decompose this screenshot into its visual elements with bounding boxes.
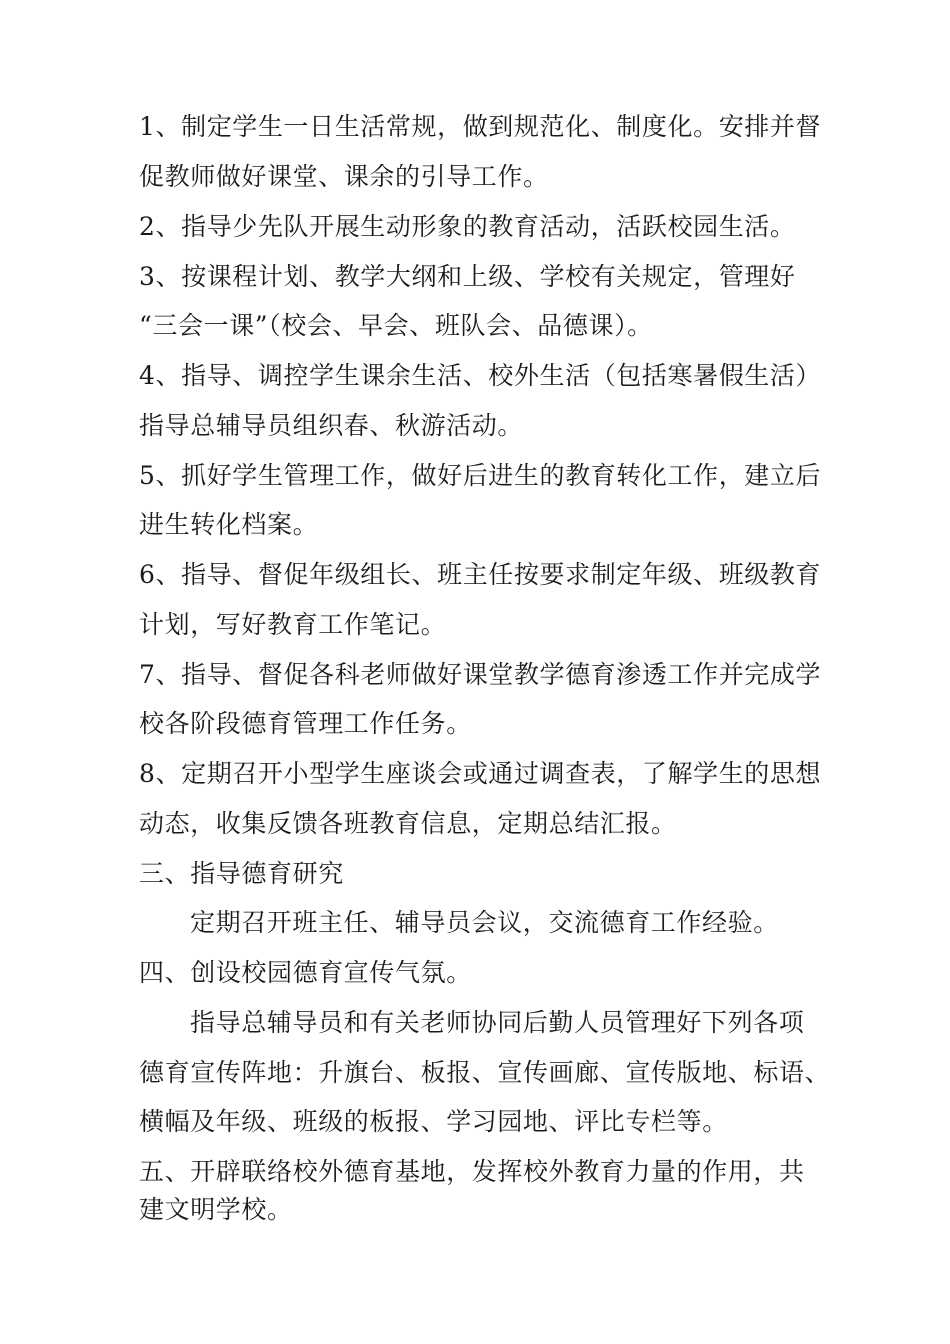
text-line: 6、指导、督促年级组长、班主任按要求制定年级、班级教育 [139, 560, 822, 589]
section-heading: 三、指导德育研究 [139, 859, 344, 888]
text-line: “三会一课”（校会、早会、班队会、品德课）。 [139, 311, 653, 340]
text-line: 2、指导少先队开展生动形象的教育活动，活跃校园生活。 [139, 212, 796, 241]
text-line: 定期召开班主任、辅导员会议，交流德育工作经验。 [190, 908, 779, 937]
section-heading: 五、开辟联络校外德育基地，发挥校外教育力量的作用，共 [139, 1157, 805, 1186]
text-line: 5、抓好学生管理工作，做好后进生的教育转化工作，建立后 [139, 461, 822, 490]
text-line: 3、按课程计划、教学大纲和上级、学校有关规定，管理好 [139, 262, 796, 291]
text-line: 进生转化档案。 [139, 510, 319, 539]
text-line: 德育宣传阵地：升旗台、板报、宣传画廊、宣传版地、标语、 [139, 1058, 831, 1087]
text-line: 横幅及年级、班级的板报、学习园地、评比专栏等。 [139, 1107, 728, 1136]
text-line: 指导总辅导员组织春、秋游活动。 [139, 411, 524, 440]
text-line: 校各阶段德育管理工作任务。 [139, 709, 472, 738]
text-line: 动态，收集反馈各班教育信息，定期总结汇报。 [139, 809, 677, 838]
text-line: 7、指导、督促各科老师做好课堂教学德育渗透工作并完成学 [139, 660, 822, 689]
text-line: 4、指导、调控学生课余生活、校外生活（包括寒暑假生活） [139, 361, 822, 390]
text-line: 计划，写好教育工作笔记。 [139, 610, 447, 639]
section-heading: 四、创设校园德育宣传气氛。 [139, 958, 472, 987]
text-line: 指导总辅导员和有关老师协同后勤人员管理好下列各项 [190, 1008, 805, 1037]
text-line: 8、定期召开小型学生座谈会或通过调查表，了解学生的思想 [139, 759, 822, 788]
text-line: 促教师做好课堂、课余的引导工作。 [139, 162, 549, 191]
text-line: 建文明学校。 [139, 1195, 293, 1224]
text-line: 1、制定学生一日生活常规，做到规范化、制度化。安排并督 [139, 112, 822, 141]
